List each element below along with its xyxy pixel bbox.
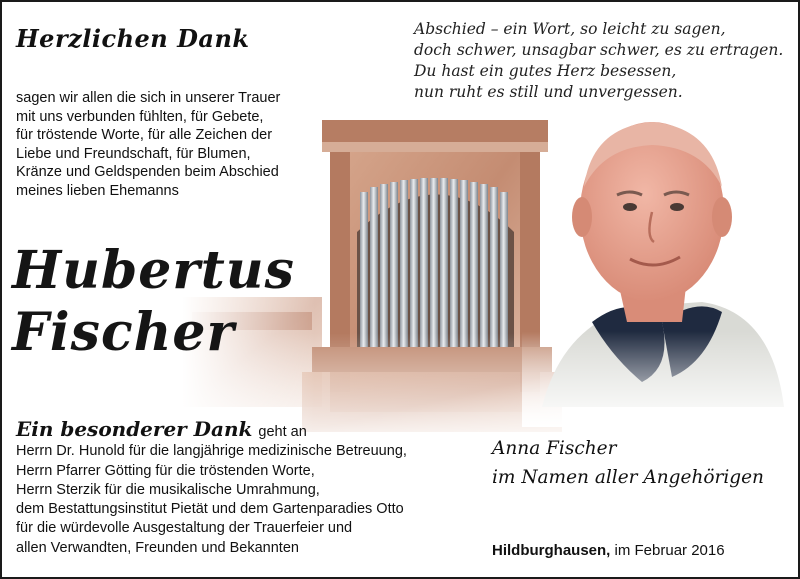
thanks-line: Herrn Sterzik für die musikalische Umrahmung, xyxy=(16,481,320,498)
deceased-last-name: Fischer xyxy=(12,302,235,363)
intro-line: mit uns verbunden fühlten, für Gebete, xyxy=(16,108,264,125)
intro-line: für tröstende Worte, für alle Zeichen der xyxy=(16,127,273,144)
intro-line: meines lieben Ehemanns xyxy=(16,182,179,199)
poem-quote xyxy=(414,19,799,103)
thanks-lead-suffix: geht an xyxy=(258,424,307,440)
intro-text xyxy=(16,89,322,201)
portrait-photo xyxy=(522,107,797,427)
deceased-first-name: Hubertus xyxy=(12,240,295,301)
poem-line: Abschied – ein Wort, so leicht zu sagen, xyxy=(414,20,726,38)
place-date xyxy=(492,542,725,559)
thanks-line: für die würdevolle Ausgestaltung der Trauerfeier und xyxy=(16,520,353,537)
date: im Februar 2016 xyxy=(614,542,725,559)
intro-line: Liebe und Freundschaft, für Blumen, xyxy=(16,145,251,162)
signer-name: Anna Fischer xyxy=(492,438,617,459)
intro-line: Kränze und Geldspenden beim Abschied xyxy=(16,164,279,181)
poem-line: doch schwer, unsagbar schwer, es zu ertragen. xyxy=(414,41,784,59)
signer-line2: im Namen aller Angehörigen xyxy=(492,467,764,488)
place: Hildburghausen, xyxy=(492,542,611,559)
special-thanks xyxy=(16,417,486,558)
thanks-line: allen Verwandten, Freunden und Bekannten xyxy=(16,539,299,556)
thanks-lead-line xyxy=(16,417,486,442)
thanks-lead: Ein besonderer Dank xyxy=(16,417,253,441)
poem-line: nun ruht es still und unvergessen. xyxy=(414,83,683,101)
thanks-line: Herrn Dr. Hunold für die langjährige medizinische Betreuung, xyxy=(16,443,407,460)
thanks-line: Herrn Pfarrer Götting für die tröstenden Worte, xyxy=(16,462,315,479)
intro-line: sagen wir allen die sich in unserer Trauer xyxy=(16,90,281,106)
signature xyxy=(492,434,764,492)
poem-line: Du hast ein gutes Herz besessen, xyxy=(414,62,677,80)
heading-herzlichen-dank: Herzlichen Dank xyxy=(16,24,250,53)
thanks-line: dem Bestattungsinstitut Pietät und dem Gartenparadies Otto xyxy=(16,501,404,518)
